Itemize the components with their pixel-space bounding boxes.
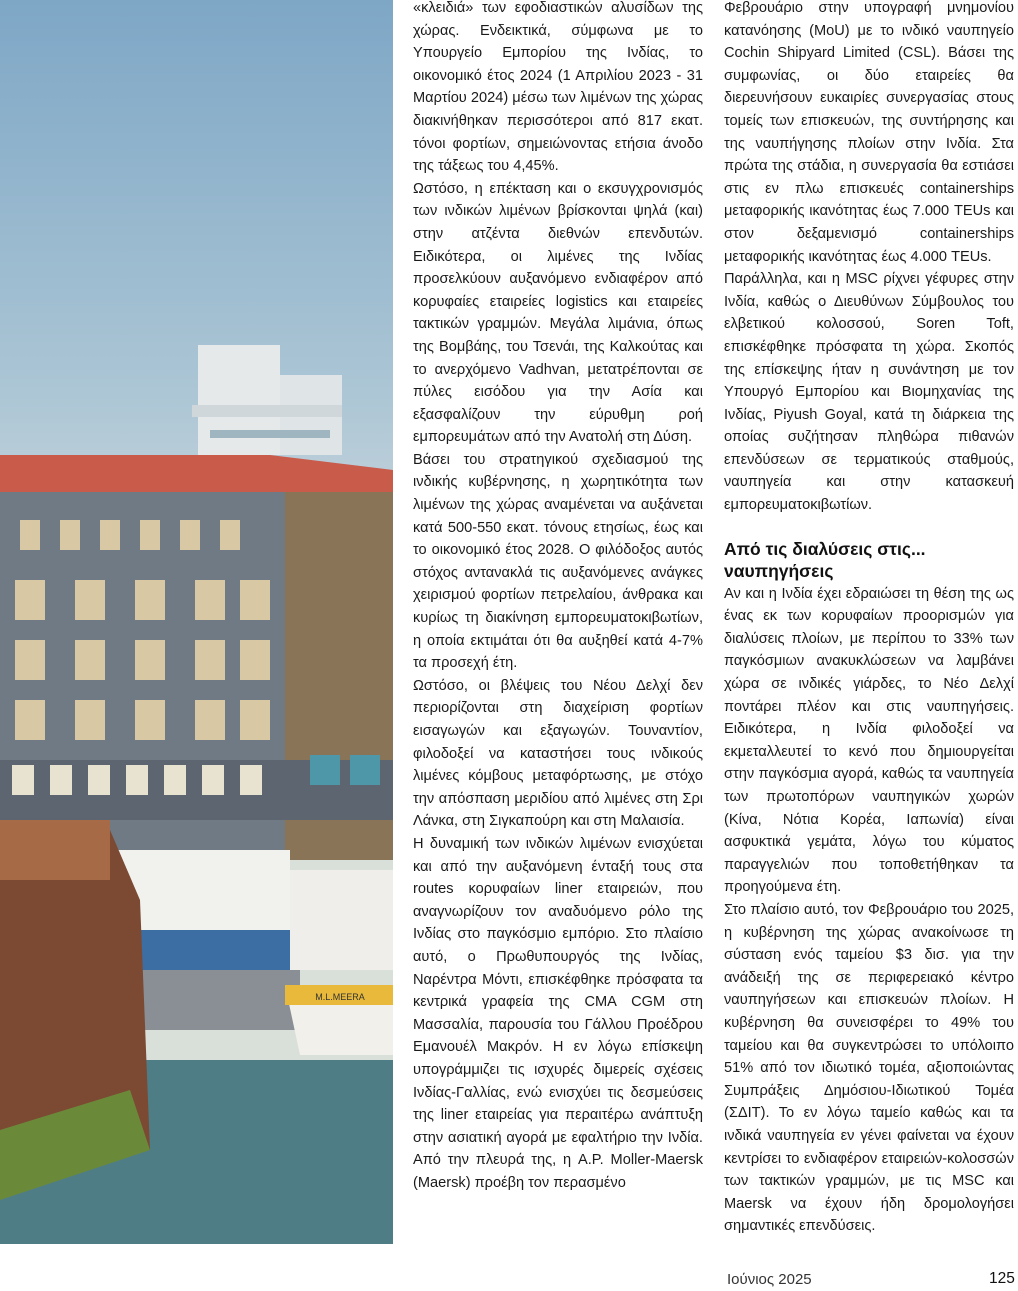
tower-building	[192, 345, 342, 455]
issue-date: Ιούνιος 2025	[727, 1271, 812, 1288]
paragraph: Φεβρουάριο στην υπογραφή μνημονίου κατανόησης (MoU) με το ινδικό ναυπηγείο Cochin Shipyard Limited (CSL). Βάσει της συμφωνίας, οι δύο εταιρείες θα διερευνήσουν ευκαιρίες συνεργασίας στους τομείς των επισκευών, της συντήρησης και της ναυπήγησης πλοίων στην Ινδία. Στα πρώτα της στάδια, η συνεργασία θα εστιάσει στις εν πλω επισκευές containerships μεταφορικής ικανότητας έως 7.000 TEUs και στον δεξαμενισμό containerships μεταφορικής ικανότητας έως 4.000 TEUs.	[724, 0, 1014, 265]
text-column-1	[413, 0, 703, 1194]
boat-name: M.L.MEERA	[315, 992, 365, 1002]
paragraph: Ωστόσο, οι βλέψεις του Νέου Δελχί δεν περιορίζονται στη διαχείριση φορτίων εισαγωγών και εξαγωγών. Τουναντίον, φιλοδοξεί να καταστήσει τους ινδικούς λιμένες κόμβους μεταφόρτωσης, με στόχο την απόσπαση μεριδίου από λιμένες στη Σρι Λάνκα, στη Σιγκαπούρη και στη Μαλαισία.	[413, 677, 703, 830]
paragraph: Παράλληλα, και η MSC ρίχνει γέφυρες στην Ινδία, καθώς ο Διευθύνων Σύμβουλος του ελβετικού κολοσσού, Soren Toft, επισκέφθηκε πρόσφατα τη χώρα. Σκοπός της επίσκεψης ήταν η συνάντηση με τον Υπουργό Εμπορίου και Βιομηχανίας της Ινδίας, Piyush Goyal, κατά τη διάρκεια της οποίας συζήτησαν πληθώρα πιθανών επενδύσεων σε τερματικούς σταθμούς, ναυπηγεία και στην κατασκευή εμπορευματοκιβωτίων.	[724, 271, 1014, 514]
red-roof	[0, 455, 393, 492]
paragraph: «κλειδιά» των εφοδιαστικών αλυσίδων της χώρας. Ενδεικτικά, σύμφωνα με το Υπουργείο Εμπορίου της Ινδίας, το οικονομικό έτος 2024 (1 Απριλίου 2023 - 31 Μαρτίου 2024) μέσω των λιμένων της χώρας διακινήθηκαν περισσότεροι από 817 εκατ. τόνοι φορτίων, σημειώνοντας ετήσια άνοδο της τάξεως του 4,45%.	[413, 0, 703, 175]
paragraph: Βάσει του στρατηγικού σχεδιασμού της ινδικής κυβέρνησης, η χωρητικότητα των λιμένων της χώρας αναμένεται να αυξάνεται κατά 500-550 εκατ. τόνους ετησίως, έως και το οικονομικό έτος 2028. Ο φιλόδοξος αυτός στόχος αντανακλά τις αυξανόμενες ανάγκες χειρισμού φορτίων πετρελαίου, άνθρακα και κυρίως τη διακίνηση εμπορευματοκιβωτίων, η οποία εκτιμάται ότι θα αυξηθεί κατά 4-7% τα προσεχή έτη.	[413, 451, 703, 672]
paragraph: Η δυναμική των ινδικών λιμένων ενισχύεται και από την αυξανόμενη ένταξή τους στα routes κορυφαίων liner εταιρειών, που αναγνωρίζουν τον αναδυόμενο ρόλο της Ινδίας στο παγκόσμιο εμπόριο. Στο πλαίσιο αυτό, ο Πρωθυπουργός της Ινδίας, Ναρέντρα Μόντι, επισκέφθηκε πρόσφατα τα κεντρικά γραφεία της CMA CGM στη Μασσαλία, παρουσία του Γάλλου Προέδρου Εμανουέλ Μακρόν. Η εν λόγω επίσκεψη υπογράμμιζει τις ισχυρές διμερείς σχέσεις Ινδίας-Γαλλίας, ενώ ενισχύει τις δεσμεύσεις της liner εταιρείας για περαιτέρω ανάπτυξη στην ασιατική αγορά με εφαλτήριο την Ινδία. Από την πλευρά της, η A.P. Moller-Maersk (Maersk) προέβη τον περασμένο	[413, 835, 703, 1191]
paragraph: Στο πλαίσιο αυτό, τον Φεβρουάριο του 2025, η κυβέρνηση της χώρας ανακοίνωσε τη σύσταση ενός ταμείου $3 δισ. για την ανάδειξή της σε περιφερειακό κέντρο ναυπηγήσεων και επισκευών πλοίων. Η κυβέρνηση θα συνεισφέρει το 49% του ταμείου και θα συγκεντρώσει το υπόλοιπο 51% από τον ιδιωτικό τομέα, αξιοποιώντας Συμπράξεις Δημόσιου-Ιδιωτικού Τομέα (ΣΔΙΤ). Το εν λόγω ταμείο καθώς και τα ινδικά ναυπηγεία εν γένει φαίνεται να έχουν κεντρίσει το ενδιαφέρον εταιρειών-κολοσσών των τακτικών γραμμών, με τις MSC και Maersk να έχουν ήδη δρομολογήσει σημαντικές επενδύσεις.	[724, 901, 1014, 1235]
paragraph: Αν και η Ινδία έχει εδραιώσει τη θέση της ως ένας εκ των κορυφαίων προορισμών για διαλύσεις πλοίων, με περίπου το 33% των παγκόσμιων ανακυκλώσεων να λαμβάνει χώρα σε ινδικές γιάρδες, το Νέο Δελχί ποντάρει πλέον και στις ναυπηγήσεις. Ειδικότερα, η Ινδία φιλοδοξεί να εκμεταλλευτεί το κενό που δημιουργείται στην παγκόσμια αγορά, καθώς τα ναυπηγεία των πρωτοπόρων ναυπηγικών χωρών (Κίνα, Νότια Κορέα, Ιαπωνία) είναι ασφυκτικά γεμάτα, λόγω του κύματος παραγγελιών που τοποθετήθηκαν τα προηγούμενα έτη.	[724, 585, 1014, 896]
harbor-illustration	[0, 0, 393, 1244]
paragraph: Ωστόσο, η επέκταση και ο εκσυγχρονισμός των ινδικών λιμένων βρίσκονται ψηλά (και) στην ατζέντα διεθνών επενδυτών. Ειδικότερα, οι λιμένες της Ινδίας προσελκύουν αυξανόμενο ενδιαφέρον από κορυφαίες εταιρείες logistics και εταιρείες τακτικών γραμμών. Μεγάλα λιμάνια, όπως της Βομβάης, του Τσενάι, της Καλκούτας και το ανερχόμενο Vadhvan, μετατρέπονται σε πύλες εισόδου για την Ασία και εξασφαλίζουν την εύρυθμη ροή εμπορευμάτων από την Ανατολή στη Δύση.	[413, 180, 703, 446]
text-column-2	[724, 0, 1014, 1238]
section-subheading: Από τις διαλύσεις στις... ναυπηγήσεις	[724, 538, 926, 581]
page-number: 125	[989, 1270, 1015, 1287]
harbor-photo	[0, 0, 393, 1244]
